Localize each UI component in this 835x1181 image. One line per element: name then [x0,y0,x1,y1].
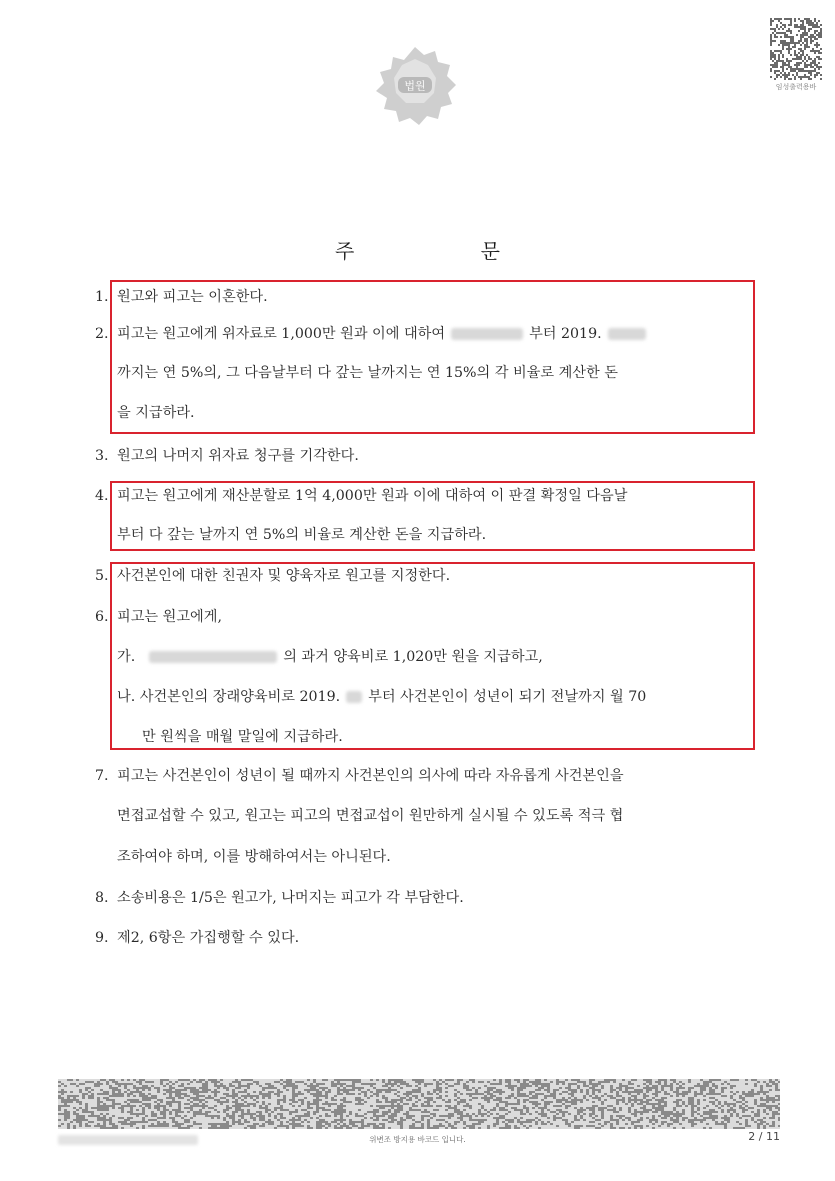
item-number: 3. [95,448,109,464]
item-7-line-1: 피고는 사건본인이 성년이 될 때까지 사건본인의 의사에 따라 자유롭게 사건본인을 [117,768,624,784]
item-7-line-2: 면접교섭할 수 있고, 원고는 피고의 면접교섭이 원만하게 실시될 수 있도록 적극 협 [117,808,624,824]
page-number: 2 / 11 [748,1130,780,1143]
barcode-caption: 위변조 방지용 바코드 입니다. [369,1135,466,1144]
item-8-text: 소송비용은 1/5은 원고가, 나머지는 피고가 각 부담한다. [117,890,464,906]
item-2-line-2: 까지는 연 5%의, 그 다음날부터 다 갚는 날까지는 연 15%의 각 비율로 계산한 돈 [117,365,618,381]
item-5-text: 사건본인에 대한 친권자 및 양육자로 원고를 지정한다. [117,568,451,584]
redacted-date [346,691,362,703]
item-7-line-3: 조하여야 하며, 이를 방해하여서는 아니된다. [117,849,391,865]
redacted-date [451,328,523,340]
item-number: 4. [95,488,109,504]
item-number: 9. [95,930,109,946]
anti-forgery-barcode [58,1079,780,1129]
redacted-name [149,651,277,663]
qr-code [770,18,822,80]
item-1-text: 원고와 피고는 이혼한다. [117,289,268,305]
item-number: 7. [95,768,109,784]
page-title: 주 문 [335,239,560,263]
item-2-line-3: 을 지급하라. [117,405,195,421]
item-number: 8. [95,890,109,906]
seal-text: 법원 [404,79,426,93]
item-6-na: 나. 사건본인의 장래양육비로 2019. 부터 사건본인이 성년이 되기 전날까지 월 70 [117,689,647,705]
redacted-date [608,328,646,340]
redacted-footer-text [58,1135,198,1145]
item-number: 1. [95,289,109,305]
item-6-na-line-2: 만 원씩을 매월 말일에 지급하라. [142,729,343,745]
item-number: 2. [95,326,109,342]
court-seal-icon [372,45,458,131]
item-2-line-1: 피고는 원고에게 위자료로 1,000만 원과 이에 대하여 부터 2019. [117,324,652,344]
item-number: 6. [95,609,109,625]
item-number: 5. [95,568,109,584]
item-4-line-1: 피고는 원고에게 재산분할로 1억 4,000만 원과 이에 대하여 이 판결 확정일 다음날 [117,488,628,504]
item-4-line-2: 부터 다 갚는 날까지 연 5%의 비율로 계산한 돈을 지급하라. [117,527,487,543]
item-3-text: 원고의 나머지 위자료 청구를 기각한다. [117,448,359,464]
item-9-text: 제2, 6항은 가집행할 수 있다. [117,930,300,946]
qr-label: 임성출력용바 [775,83,817,91]
item-6-ga: 가. 의 과거 양육비로 1,020만 원을 지급하고, [117,649,543,665]
item-6-text: 피고는 원고에게, [117,609,222,625]
